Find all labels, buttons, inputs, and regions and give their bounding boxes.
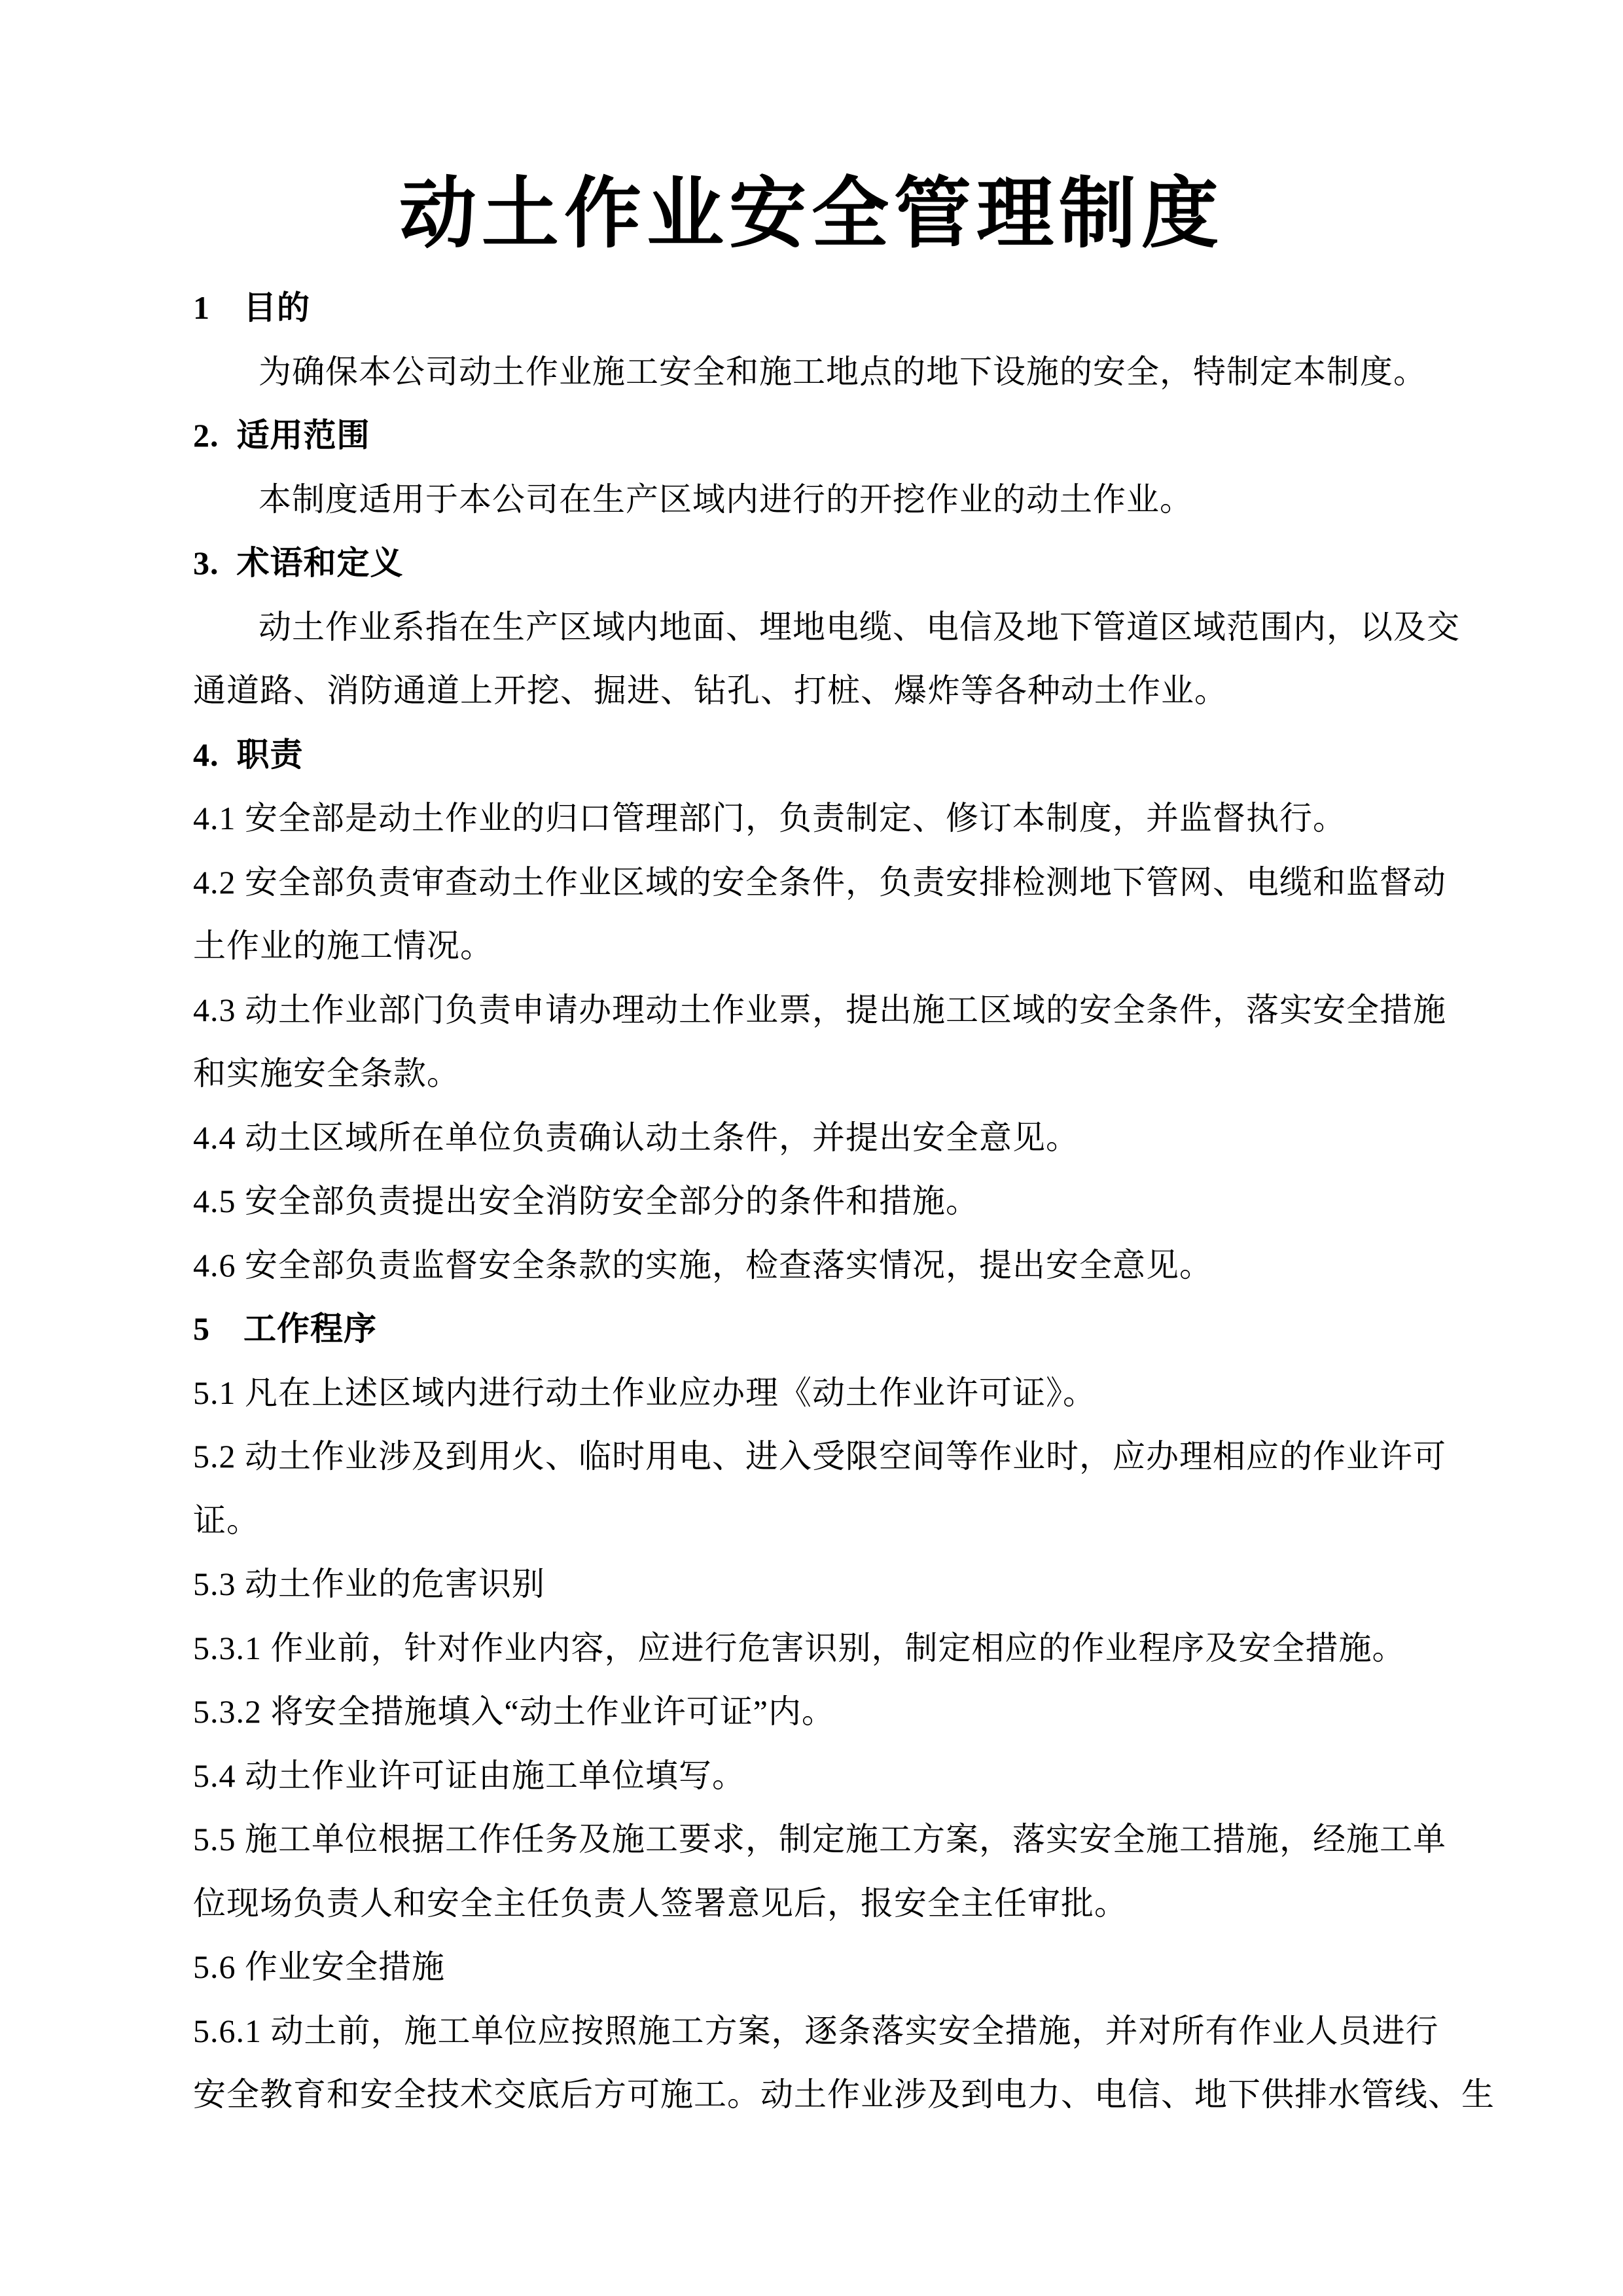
text-line: 安全教育和安全技术交底后方可施工。动土作业涉及到电力、电信、地下供排水管线、生 bbox=[193, 2076, 1495, 2113]
text-line: 5.3 动土作业的危害识别 bbox=[193, 1566, 545, 1602]
document-body bbox=[193, 276, 1495, 2127]
document-title: 动土作业安全管理制度 bbox=[399, 171, 1224, 257]
text-line: 5.3.1 作业前，针对作业内容，应进行危害识别，制定相应的作业程序及安全措施。 bbox=[193, 1629, 1406, 1666]
text-line: 4.3 动土作业部门负责申请办理动土作业票，提出施工区域的安全条件，落实安全措施 bbox=[193, 991, 1446, 1028]
text-line: 4.6 安全部负责监督安全条款的实施，检查落实情况，提出安全意见。 bbox=[193, 1246, 1213, 1283]
text-line: 5.1 凡在上述区域内进行动土作业应办理《动土作业许可证》。 bbox=[193, 1374, 1096, 1411]
section-heading: 1 目的 bbox=[193, 289, 310, 326]
text-line: 5.6 作业安全措施 bbox=[193, 1948, 445, 1985]
text-line: 和实施安全条款。 bbox=[193, 1055, 460, 1092]
text-line: 4.2 安全部负责审查动土作业区域的安全条件，负责安排检测地下管网、电缆和监督动 bbox=[193, 863, 1446, 901]
text-line: 5.2 动土作业涉及到用火、临时用电、进入受限空间等作业时，应办理相应的作业许可 bbox=[193, 1438, 1446, 1475]
text-line: 动土作业系指在生产区域内地面、埋地电缆、电信及地下管道区域范围内，以及交 bbox=[259, 608, 1460, 645]
text-line: 5.3.2 将安全措施填入“动土作业许可证”内。 bbox=[193, 1693, 835, 1730]
text-line: 证。 bbox=[193, 1501, 260, 1539]
text-line: 5.4 动土作业许可证由施工单位填写。 bbox=[193, 1757, 745, 1794]
text-line: 位现场负责人和安全主任负责人签署意见后，报安全主任审批。 bbox=[193, 1884, 1128, 1922]
text-line: 本制度适用于本公司在生产区域内进行的开挖作业的动土作业。 bbox=[259, 480, 1193, 518]
text-line: 通道路、消防通道上开挖、掘进、钻孔、打桩、爆炸等各种动土作业。 bbox=[193, 672, 1228, 709]
section-heading: 4. 职责 bbox=[193, 736, 304, 773]
text-line: 4.5 安全部负责提出安全消防安全部分的条件和措施。 bbox=[193, 1183, 979, 1219]
section-heading: 2. 适用范围 bbox=[193, 417, 370, 454]
text-line: 土作业的施工情况。 bbox=[193, 927, 493, 964]
text-line: 5.6.1 动土前，施工单位应按照施工方案，逐条落实安全措施，并对所有作业人员进行 bbox=[193, 2012, 1439, 2049]
section-heading: 3. 术语和定义 bbox=[193, 545, 404, 581]
text-line: 为确保本公司动土作业施工安全和施工地点的地下设施的安全，特制定本制度。 bbox=[259, 353, 1427, 390]
text-line: 5.5 施工单位根据工作任务及施工要求，制定施工方案，落实安全施工措施，经施工单 bbox=[193, 1821, 1446, 1857]
text-line: 4.4 动土区域所在单位负责确认动土条件，并提出安全意见。 bbox=[193, 1119, 1079, 1156]
section-heading: 5 工作程序 bbox=[193, 1310, 377, 1347]
text-line: 4.1 安全部是动土作业的归口管理部门，负责制定、修订本制度，并监督执行。 bbox=[193, 800, 1346, 836]
